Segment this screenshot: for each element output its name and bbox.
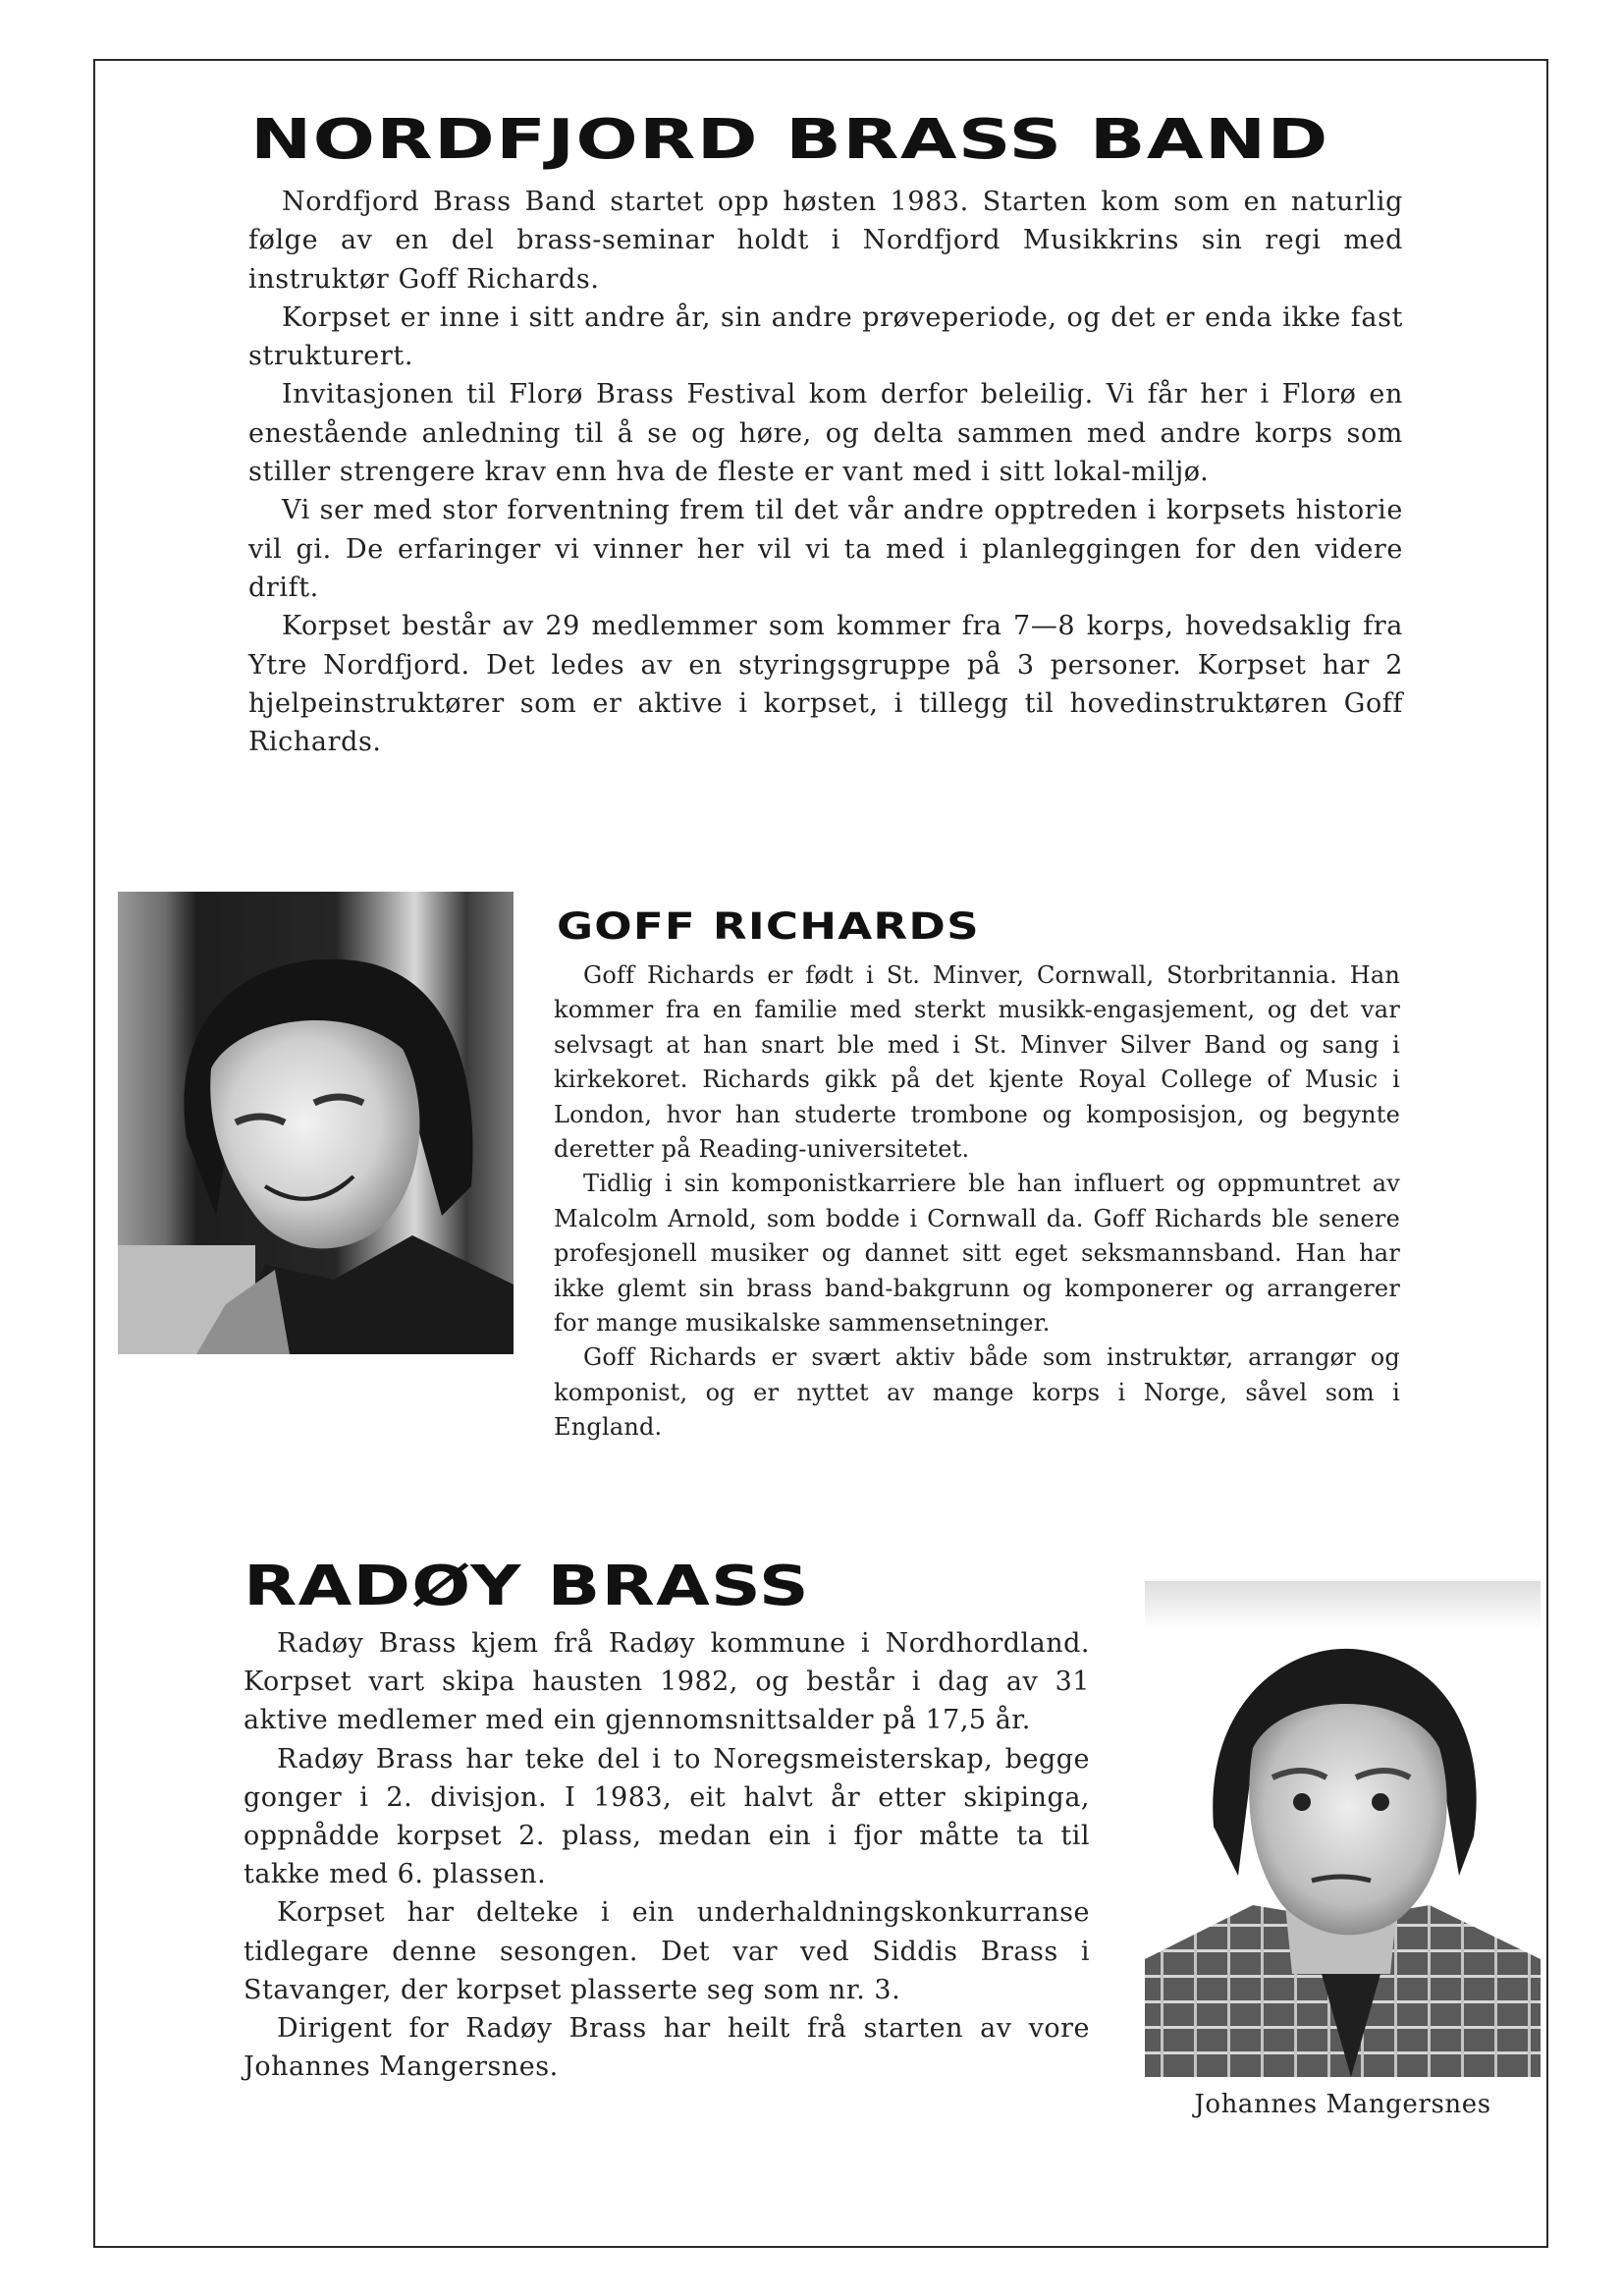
radoy-paragraph: Radøy Brass har teke del i to Noregsmeisterskap, begge gonger i 2. divisjon. I 1983, eit halvt år etter skipinga, oppnådde korpset 2. plass, medan ein i fjor måtte ta til takke med 6. plassen. <box>243 1743 1090 1890</box>
goff-richards-article-body <box>554 958 1400 1446</box>
photo-caption: Johannes Mangersnes <box>1194 2090 1491 2119</box>
goff-paragraph: Tidlig i sin komponistkarriere ble han influert og oppmuntret av Malcolm Arnold, som bodde i Cornwall da. Goff Richards ble senere profesjonell musiker og dannet sitt eget seksmannsband. Han har ikke glemt sin brass band-bakgrunn og komponerer og arrangerer for mange musikalske sammensetninger. <box>554 1170 1400 1338</box>
nordfjord-article-body <box>248 183 1403 761</box>
radoy-paragraph: Dirigent for Radøy Brass har heilt frå starten av vore Johannes Mangersnes. <box>243 2013 1090 2083</box>
portrait-photo-icon <box>1145 1581 1541 2097</box>
heading-nordfjord-brass-band: NORDFJORD BRASS BAND <box>250 108 1329 172</box>
nordfjord-paragraph: Nordfjord Brass Band startet opp høsten 1983. Starten kom som en naturlig følge av en del brass-seminar holdt i Nordfjord Musikkrins sin regi med instruktør Goff Richards. <box>248 187 1403 295</box>
goff-paragraph: Goff Richards er født i St. Minver, Cornwall, Storbritannia. Han kommer fra en familie med sterkt musikk-engasjement, og det var selvsagt at han snart ble med i St. Minver Silver Band og sang i kirkekoret. Richards gikk på det kjente Royal College of Music i London, hvor han studerte trombone og komposisjon, og begynte deretter på Reading-universitetet. <box>554 961 1400 1164</box>
radoy-paragraph: Korpset har delteke i ein underhaldningskonkurranse tidlegare denne sesongen. Det var ved Siddis Brass i Stavanger, der korpset plasserte seg som nr. 3. <box>243 1897 1090 2005</box>
nordfjord-paragraph: Invitasjonen til Florø Brass Festival kom derfor beleilig. Vi får her i Florø en enestående anledning til å se og høre, og delta sammen med andre korps som stiller strengere krav enn hva de fleste er vant med i sitt lokal-miljø. <box>248 379 1403 488</box>
heading-radoy-brass: RADØY BRASS <box>243 1555 810 1618</box>
portrait-photo-icon <box>118 892 514 1354</box>
heading-goff-richards: GOFF RICHARDS <box>557 905 980 948</box>
nordfjord-paragraph: Vi ser med stor forventning frem til det vår andre opptreden i korpsets historie vil gi. De erfaringer vi vinner her vil vi ta med i planleggingen for den videre drift. <box>248 495 1403 603</box>
nordfjord-paragraph: Korpset består av 29 medlemmer som kommer fra 7—8 korps, hovedsaklig fra Ytre Nordfjord. Det ledes av en styringsgruppe på 3 personer. Korpset har 2 hjelpeinstruktører som er aktive i korpset, i tillegg til hovedinstruktøren Goff Richards. <box>248 611 1403 758</box>
radoy-paragraph: Radøy Brass kjem frå Radøy kommune i Nordhordland. Korpset vart skipa hausten 1982, og består i dag av 31 aktive medlemer med ein gjennomsnittsalder på 17,5 år. <box>243 1628 1090 1736</box>
johannes-mangersnes-photo <box>1145 1581 1541 2097</box>
radoy-brass-article-body <box>243 1624 1090 2086</box>
goff-richards-photo <box>118 892 514 1354</box>
nordfjord-paragraph: Korpset er inne i sitt andre år, sin andre prøveperiode, og det er enda ikke fast strukturert. <box>248 301 1403 372</box>
goff-paragraph: Goff Richards er svært aktiv både som instruktør, arrangør og komponist, og er nyttet av mange korps i Norge, såvel som i England. <box>554 1343 1400 1442</box>
